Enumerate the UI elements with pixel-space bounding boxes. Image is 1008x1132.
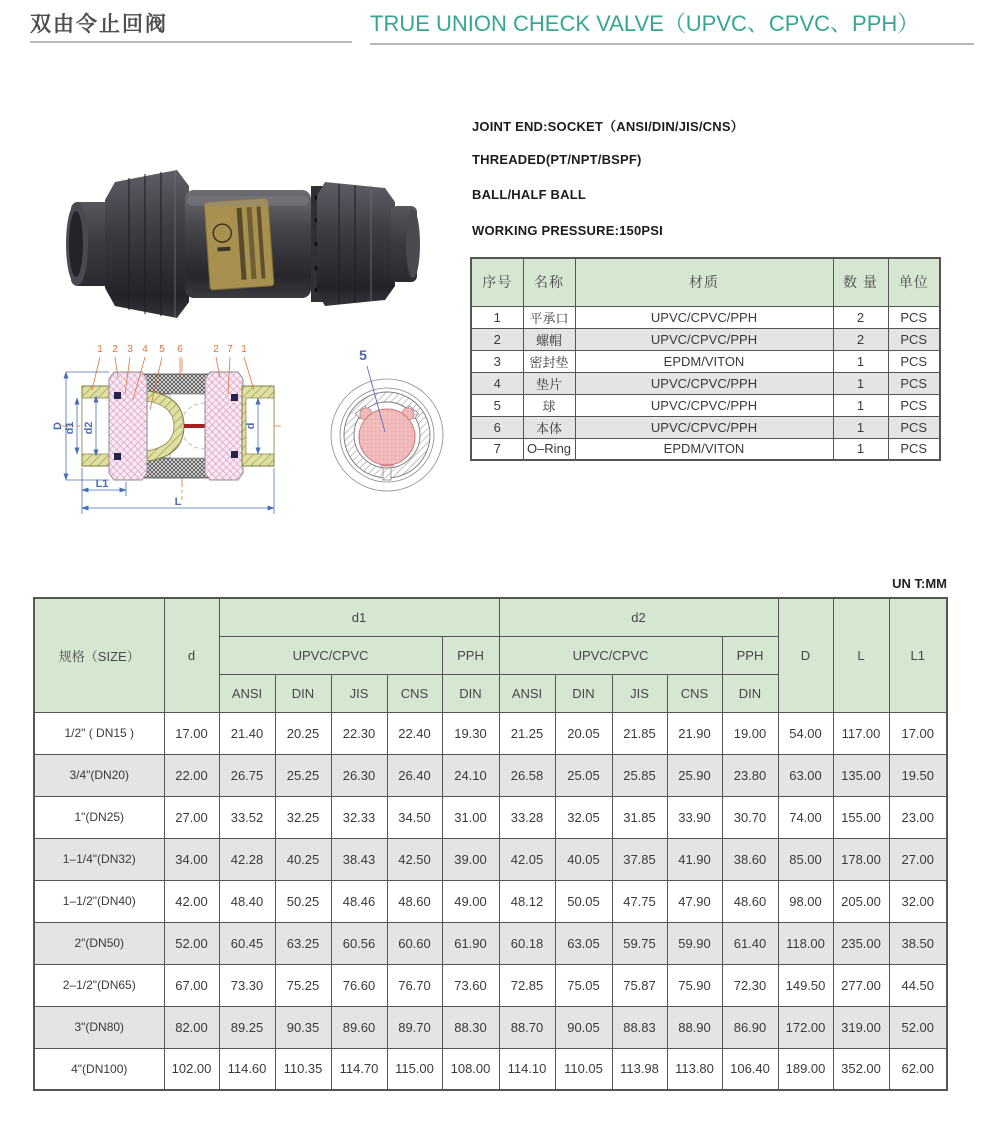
cell-d1-pph-din: 88.30 xyxy=(442,1006,499,1048)
cell-d1-din: 110.35 xyxy=(275,1048,331,1090)
dim-label-d2: d2 xyxy=(83,421,95,435)
cell-d2-din: 90.05 xyxy=(555,1006,612,1048)
dim-header-d1-ansi: ANSI xyxy=(219,674,275,712)
page-title-en: TRUE UNION CHECK VALVE（UPVC、CPVC、PPH） xyxy=(370,11,920,36)
part-number-4: 4 xyxy=(142,344,148,355)
part-name: 螺帽 xyxy=(523,328,575,350)
unit-note: UN T:MM xyxy=(892,576,947,591)
part-qty: 2 xyxy=(833,328,888,350)
dim-header-d1-din: DIN xyxy=(275,674,331,712)
dim-label-L1: L1 xyxy=(95,478,109,490)
cell-size: 3/4"(DN20) xyxy=(34,754,164,796)
page-title-zh: 双由令止回阀 xyxy=(30,13,168,36)
cell-L1: 19.50 xyxy=(889,754,947,796)
cell-L: 235.00 xyxy=(833,922,889,964)
dim-header-size: 规格（SIZE） xyxy=(34,598,164,712)
cell-d1-jis: 114.70 xyxy=(331,1048,387,1090)
cross-section-view xyxy=(52,344,282,514)
cell-D: 189.00 xyxy=(778,1048,833,1090)
cell-L: 319.00 xyxy=(833,1006,889,1048)
dim-table-row xyxy=(34,1048,947,1090)
cell-d2-jis: 59.75 xyxy=(612,922,667,964)
dim-header-d1-pph: PPH xyxy=(442,636,499,674)
cell-d: 82.00 xyxy=(164,1006,219,1048)
cell-d: 52.00 xyxy=(164,922,219,964)
parts-table-header-row xyxy=(471,258,940,306)
cell-L1: 38.50 xyxy=(889,922,947,964)
cell-L1: 17.00 xyxy=(889,712,947,754)
dim-header-L: L xyxy=(833,598,889,712)
circular-section-view xyxy=(331,347,443,491)
photo-label xyxy=(204,198,274,290)
part-material: UPVC/CPVC/PPH xyxy=(575,372,833,394)
cell-d2-ansi: 42.05 xyxy=(499,838,555,880)
cell-d1-din: 25.25 xyxy=(275,754,331,796)
part-material: UPVC/CPVC/PPH xyxy=(575,306,833,328)
cell-d1-jis: 22.30 xyxy=(331,712,387,754)
cell-d2-cns: 47.90 xyxy=(667,880,722,922)
cell-d2-cns: 25.90 xyxy=(667,754,722,796)
cell-L1: 32.00 xyxy=(889,880,947,922)
cell-d1-din: 32.25 xyxy=(275,796,331,838)
cell-d2-cns: 41.90 xyxy=(667,838,722,880)
cell-L1: 62.00 xyxy=(889,1048,947,1090)
cell-d2-jis: 88.83 xyxy=(612,1006,667,1048)
part-qty: 1 xyxy=(833,372,888,394)
dim-header-d2-ansi: ANSI xyxy=(499,674,555,712)
cell-d1-din: 20.25 xyxy=(275,712,331,754)
spec-line-ball: BALL/HALF BALL xyxy=(472,187,586,202)
cell-d2-cns: 113.80 xyxy=(667,1048,722,1090)
cell-size: 1–1/2"(DN40) xyxy=(34,880,164,922)
dim-table-row xyxy=(34,754,947,796)
cell-d2-din: 63.05 xyxy=(555,922,612,964)
product-photo xyxy=(55,140,425,345)
part-name: 垫片 xyxy=(523,372,575,394)
cell-d1-jis: 26.30 xyxy=(331,754,387,796)
cell-d2-din: 25.05 xyxy=(555,754,612,796)
dim-table-row xyxy=(34,964,947,1006)
dim-label-d1: d1 xyxy=(64,421,76,435)
cell-d: 17.00 xyxy=(164,712,219,754)
dim-header-d2-din: DIN xyxy=(555,674,612,712)
cell-D: 172.00 xyxy=(778,1006,833,1048)
part-no: 1 xyxy=(471,306,523,328)
cell-d: 42.00 xyxy=(164,880,219,922)
cell-d2-jis: 47.75 xyxy=(612,880,667,922)
dim-table-row xyxy=(34,1006,947,1048)
cell-d2-ansi: 60.18 xyxy=(499,922,555,964)
cell-d2-pph-din: 38.60 xyxy=(722,838,778,880)
cell-d2-ansi: 48.12 xyxy=(499,880,555,922)
photo-left-nut xyxy=(105,170,189,318)
cell-d1-ansi: 73.30 xyxy=(219,964,275,1006)
part-unit: PCS xyxy=(888,306,940,328)
title-underline-left xyxy=(30,41,352,43)
cell-d1-cns: 60.60 xyxy=(387,922,442,964)
cell-d1-ansi: 89.25 xyxy=(219,1006,275,1048)
cell-d1-ansi: 42.28 xyxy=(219,838,275,880)
dim-header-d: d xyxy=(164,598,219,712)
cell-D: 98.00 xyxy=(778,880,833,922)
parts-table-row xyxy=(471,438,940,460)
cell-L: 178.00 xyxy=(833,838,889,880)
parts-table-row xyxy=(471,306,940,328)
dim-header-d1-jis: JIS xyxy=(331,674,387,712)
cell-L: 352.00 xyxy=(833,1048,889,1090)
cell-size: 2"(DN50) xyxy=(34,922,164,964)
cell-d2-cns: 88.90 xyxy=(667,1006,722,1048)
cell-d1-pph-din: 61.90 xyxy=(442,922,499,964)
technical-drawing xyxy=(30,338,470,530)
cell-d2-din: 40.05 xyxy=(555,838,612,880)
cell-d2-pph-din: 30.70 xyxy=(722,796,778,838)
dim-table-body xyxy=(34,712,947,1090)
part-name: 球 xyxy=(523,394,575,416)
cell-d2-jis: 113.98 xyxy=(612,1048,667,1090)
dim-table-row xyxy=(34,712,947,754)
part-unit: PCS xyxy=(888,394,940,416)
cell-d2-cns: 59.90 xyxy=(667,922,722,964)
dim-table-row xyxy=(34,838,947,880)
parts-table-row xyxy=(471,416,940,438)
cell-d1-din: 63.25 xyxy=(275,922,331,964)
part-qty: 1 xyxy=(833,394,888,416)
cell-d1-cns: 34.50 xyxy=(387,796,442,838)
cell-size: 4"(DN100) xyxy=(34,1048,164,1090)
cell-d2-jis: 31.85 xyxy=(612,796,667,838)
cell-d1-pph-din: 24.10 xyxy=(442,754,499,796)
cell-d2-pph-din: 72.30 xyxy=(722,964,778,1006)
cell-d1-ansi: 33.52 xyxy=(219,796,275,838)
part-material: UPVC/CPVC/PPH xyxy=(575,416,833,438)
cell-d2-ansi: 26.58 xyxy=(499,754,555,796)
parts-header-material: 材质 xyxy=(575,258,833,306)
cell-d: 34.00 xyxy=(164,838,219,880)
cell-d2-jis: 25.85 xyxy=(612,754,667,796)
cell-d2-jis: 21.85 xyxy=(612,712,667,754)
dim-header-d2-cns: CNS xyxy=(667,674,722,712)
cell-d1-ansi: 60.45 xyxy=(219,922,275,964)
cell-d1-pph-din: 73.60 xyxy=(442,964,499,1006)
cell-d: 67.00 xyxy=(164,964,219,1006)
cell-d: 22.00 xyxy=(164,754,219,796)
cell-d1-ansi: 21.40 xyxy=(219,712,275,754)
cell-d2-pph-din: 86.90 xyxy=(722,1006,778,1048)
spec-line-joint-end: JOINT END:SOCKET（ANSI/DIN/JIS/CNS） xyxy=(472,119,744,134)
cell-d2-ansi: 21.25 xyxy=(499,712,555,754)
dim-header-d2-pph-din: DIN xyxy=(722,674,778,712)
part-material: EPDM/VITON xyxy=(575,350,833,372)
dim-label-d: d xyxy=(245,422,257,430)
cell-d2-pph-din: 19.00 xyxy=(722,712,778,754)
parts-header-qty: 数 量 xyxy=(833,258,888,306)
cell-D: 54.00 xyxy=(778,712,833,754)
cell-d2-cns: 21.90 xyxy=(667,712,722,754)
part-no: 6 xyxy=(471,416,523,438)
title-underline-right xyxy=(370,43,974,45)
cell-d1-ansi: 114.60 xyxy=(219,1048,275,1090)
cell-D: 74.00 xyxy=(778,796,833,838)
part-unit: PCS xyxy=(888,372,940,394)
cell-d1-jis: 38.43 xyxy=(331,838,387,880)
cell-d1-din: 75.25 xyxy=(275,964,331,1006)
parts-table-body xyxy=(471,306,940,460)
cell-d1-pph-din: 108.00 xyxy=(442,1048,499,1090)
dim-header-d1-cns: CNS xyxy=(387,674,442,712)
part-unit: PCS xyxy=(888,350,940,372)
right-nut-section xyxy=(205,372,243,480)
cell-d1-jis: 60.56 xyxy=(331,922,387,964)
cell-d: 102.00 xyxy=(164,1048,219,1090)
dim-table-row xyxy=(34,922,947,964)
section-drawing-graphic xyxy=(30,338,470,530)
dim-header-D: D xyxy=(778,598,833,712)
cell-d2-jis: 37.85 xyxy=(612,838,667,880)
parts-table-row xyxy=(471,328,940,350)
cell-d1-cns: 48.60 xyxy=(387,880,442,922)
cell-D: 149.50 xyxy=(778,964,833,1006)
part-unit: PCS xyxy=(888,328,940,350)
dim-label-L: L xyxy=(174,496,182,508)
part-number-2: 2 xyxy=(112,344,118,355)
cell-d1-din: 50.25 xyxy=(275,880,331,922)
cell-size: 3"(DN80) xyxy=(34,1006,164,1048)
dim-header-d2-group: d2 xyxy=(499,598,778,636)
cell-d1-jis: 89.60 xyxy=(331,1006,387,1048)
cell-d1-cns: 89.70 xyxy=(387,1006,442,1048)
part-name: 本体 xyxy=(523,416,575,438)
cell-d1-cns: 22.40 xyxy=(387,712,442,754)
cell-d2-din: 75.05 xyxy=(555,964,612,1006)
dimensions-table xyxy=(33,597,948,1091)
part-number-7: 7 xyxy=(227,344,233,355)
cell-size: 1–1/4"(DN32) xyxy=(34,838,164,880)
parts-header-name: 名称 xyxy=(523,258,575,306)
cell-d1-jis: 76.60 xyxy=(331,964,387,1006)
dim-header-d2-pph: PPH xyxy=(722,636,778,674)
cell-d2-pph-din: 61.40 xyxy=(722,922,778,964)
dim-table-row xyxy=(34,796,947,838)
parts-table-row xyxy=(471,394,940,416)
circle-view-label: 5 xyxy=(359,347,367,363)
cell-d1-pph-din: 49.00 xyxy=(442,880,499,922)
part-no: 3 xyxy=(471,350,523,372)
dim-table-row xyxy=(34,880,947,922)
part-number-5: 5 xyxy=(159,344,165,355)
part-no: 5 xyxy=(471,394,523,416)
ball-front-view xyxy=(359,408,415,466)
cell-d1-cns: 42.50 xyxy=(387,838,442,880)
cell-d2-ansi: 33.28 xyxy=(499,796,555,838)
parts-header-unit: 单位 xyxy=(888,258,940,306)
cell-d1-cns: 115.00 xyxy=(387,1048,442,1090)
cell-d2-pph-din: 106.40 xyxy=(722,1048,778,1090)
part-no: 7 xyxy=(471,438,523,460)
cell-d1-ansi: 26.75 xyxy=(219,754,275,796)
cell-L1: 44.50 xyxy=(889,964,947,1006)
cell-d2-din: 20.05 xyxy=(555,712,612,754)
part-no: 4 xyxy=(471,372,523,394)
part-qty: 1 xyxy=(833,438,888,460)
cell-d1-ansi: 48.40 xyxy=(219,880,275,922)
part-no: 2 xyxy=(471,328,523,350)
cell-L: 277.00 xyxy=(833,964,889,1006)
cell-d1-cns: 26.40 xyxy=(387,754,442,796)
parts-header-no: 序号 xyxy=(471,258,523,306)
left-nut-section xyxy=(109,372,147,480)
cell-d2-cns: 75.90 xyxy=(667,964,722,1006)
cell-d1-cns: 76.70 xyxy=(387,964,442,1006)
cell-d2-din: 50.05 xyxy=(555,880,612,922)
part-material: UPVC/CPVC/PPH xyxy=(575,394,833,416)
part-number-6: 6 xyxy=(177,344,183,355)
dim-header-d1-pph-din: DIN xyxy=(442,674,499,712)
part-number-labels xyxy=(97,344,247,355)
cell-d1-pph-din: 39.00 xyxy=(442,838,499,880)
spec-line-threaded: THREADED(PT/NPT/BSPF) xyxy=(472,151,642,167)
part-qty: 1 xyxy=(833,350,888,372)
cell-d2-ansi: 72.85 xyxy=(499,964,555,1006)
cell-L1: 52.00 xyxy=(889,1006,947,1048)
dim-header-d2-jis: JIS xyxy=(612,674,667,712)
part-qty: 2 xyxy=(833,306,888,328)
cell-size: 1"(DN25) xyxy=(34,796,164,838)
part-number-3: 3 xyxy=(127,344,133,355)
spec-line-pressure: WORKING PRESSURE:150PSI xyxy=(472,222,663,238)
part-number-1b: 1 xyxy=(241,344,247,355)
spec-list xyxy=(472,116,992,258)
parts-table-row xyxy=(471,350,940,372)
part-name: 平承口 xyxy=(523,306,575,328)
cell-d2-cns: 33.90 xyxy=(667,796,722,838)
dim-header-L1: L1 xyxy=(889,598,947,712)
cell-d1-jis: 32.33 xyxy=(331,796,387,838)
cell-L: 155.00 xyxy=(833,796,889,838)
part-number-1: 1 xyxy=(97,344,103,355)
cell-L1: 23.00 xyxy=(889,796,947,838)
cell-L: 117.00 xyxy=(833,712,889,754)
cell-D: 118.00 xyxy=(778,922,833,964)
dim-header-d2-upvc: UPVC/CPVC xyxy=(499,636,722,674)
part-number-2b: 2 xyxy=(213,344,219,355)
part-qty: 1 xyxy=(833,416,888,438)
cell-d1-din: 90.35 xyxy=(275,1006,331,1048)
part-unit: PCS xyxy=(888,416,940,438)
cell-d2-pph-din: 48.60 xyxy=(722,880,778,922)
cell-d2-pph-din: 23.80 xyxy=(722,754,778,796)
cell-d1-jis: 48.46 xyxy=(331,880,387,922)
valve-photo-graphic xyxy=(55,140,425,345)
parts-table xyxy=(470,257,941,461)
cell-d1-pph-din: 19.30 xyxy=(442,712,499,754)
cell-size: 2–1/2"(DN65) xyxy=(34,964,164,1006)
dim-header-row-1 xyxy=(34,598,947,636)
cell-d2-din: 32.05 xyxy=(555,796,612,838)
part-name: 密封垫 xyxy=(523,350,575,372)
cell-D: 63.00 xyxy=(778,754,833,796)
cell-d1-pph-din: 31.00 xyxy=(442,796,499,838)
cell-L: 135.00 xyxy=(833,754,889,796)
dim-header-d1-upvc: UPVC/CPVC xyxy=(219,636,442,674)
part-name: O–Ring xyxy=(523,438,575,460)
cell-d1-din: 40.25 xyxy=(275,838,331,880)
parts-table-row xyxy=(471,372,940,394)
part-unit: PCS xyxy=(888,438,940,460)
cell-D: 85.00 xyxy=(778,838,833,880)
cell-d2-ansi: 88.70 xyxy=(499,1006,555,1048)
cell-d2-din: 110.05 xyxy=(555,1048,612,1090)
cell-L1: 27.00 xyxy=(889,838,947,880)
cell-d: 27.00 xyxy=(164,796,219,838)
cell-d2-ansi: 114.10 xyxy=(499,1048,555,1090)
cell-size: 1/2" ( DN15 ) xyxy=(34,712,164,754)
dim-header-d1-group: d1 xyxy=(219,598,499,636)
dim-label-D: D xyxy=(52,422,64,430)
cell-d2-jis: 75.87 xyxy=(612,964,667,1006)
cell-L: 205.00 xyxy=(833,880,889,922)
part-material: EPDM/VITON xyxy=(575,438,833,460)
part-material: UPVC/CPVC/PPH xyxy=(575,328,833,350)
